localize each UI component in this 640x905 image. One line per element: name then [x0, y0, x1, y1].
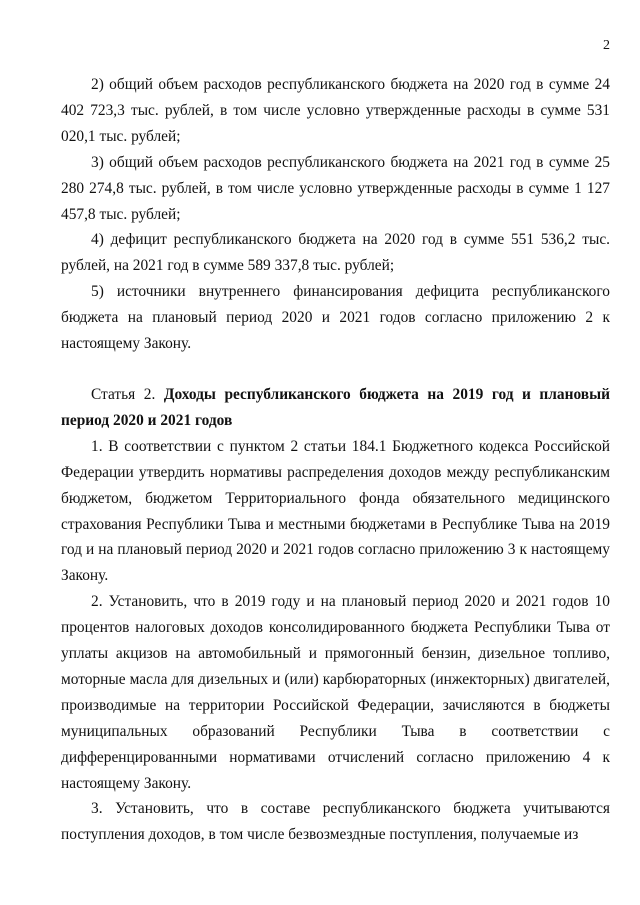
article-heading [61, 382, 610, 434]
paragraph-item-5: 5) источники внутреннего финансирования дефицита республиканского бюджета на плановый период 2020 и 2021 годов согласно приложению 2 к настоящему Закону. [61, 283, 610, 353]
article-title: Доходы республиканского бюджета на 2019 год и плановый период 2020 и 2021 годов [61, 385, 611, 429]
article-paragraph-3: 3. Установить, что в составе республиканского бюджета учитываются поступления доходов, в том числе безвозмездные поступления, получаемые из [61, 800, 610, 844]
document-body [61, 72, 610, 848]
paragraph-item-4: 4) дефицит республиканского бюджета на 2020 год в сумме 551 536,2 тыс. рублей, на 2021 год в сумме 589 337,8 тыс. рублей; [61, 231, 610, 275]
section-spacer [61, 357, 610, 382]
page-number: 2 [603, 38, 610, 53]
article-paragraph-1: 1. В соответствии с пунктом 2 статьи 184.1 Бюджетного кодекса Российской Федерации утвердить нормативы распределения доходов между республиканским бюджетом, бюджетом Территориального фонда обязательного медицинского страхования Республики Тыва и местными бюджетами в Республике Тыва на 2019 год и на плановый период 2020 и 2021 годов согласно приложению 3 к настоящему Закону. [61, 437, 610, 585]
article-label: Статья 2. [91, 385, 156, 403]
article-paragraph-2: 2. Установить, что в 2019 году и на плановый период 2020 и 2021 годов 10 процентов налоговых доходов консолидированного бюджета Республики Тыва от уплаты акцизов на автомобильный и прямогонный бензин, дизельное топливо, моторные масла для дизельных и (или) карбюраторных (инжекторных) двигателей, производимые на территории Российской Федерации, зачисляются в бюджеты муниципальных образований Республики Тыва в соответствии с дифференцированными нормативами отчислений согласно приложению 4 к настоящему Закону. [61, 593, 610, 792]
paragraph-item-2: 2) общий объем расходов республиканского бюджета на 2020 год в сумме 24 402 723,3 тыс. рублей, в том числе условно утвержденные расходы в сумме 531 020,1 тыс. рублей; [61, 76, 610, 145]
paragraph-item-3: 3) общий объем расходов республиканского бюджета на 2021 год в сумме 25 280 274,8 тыс. рублей, в том числе условно утвержденные расходы в сумме 1 127 457,8 тыс. рублей; [61, 153, 610, 223]
